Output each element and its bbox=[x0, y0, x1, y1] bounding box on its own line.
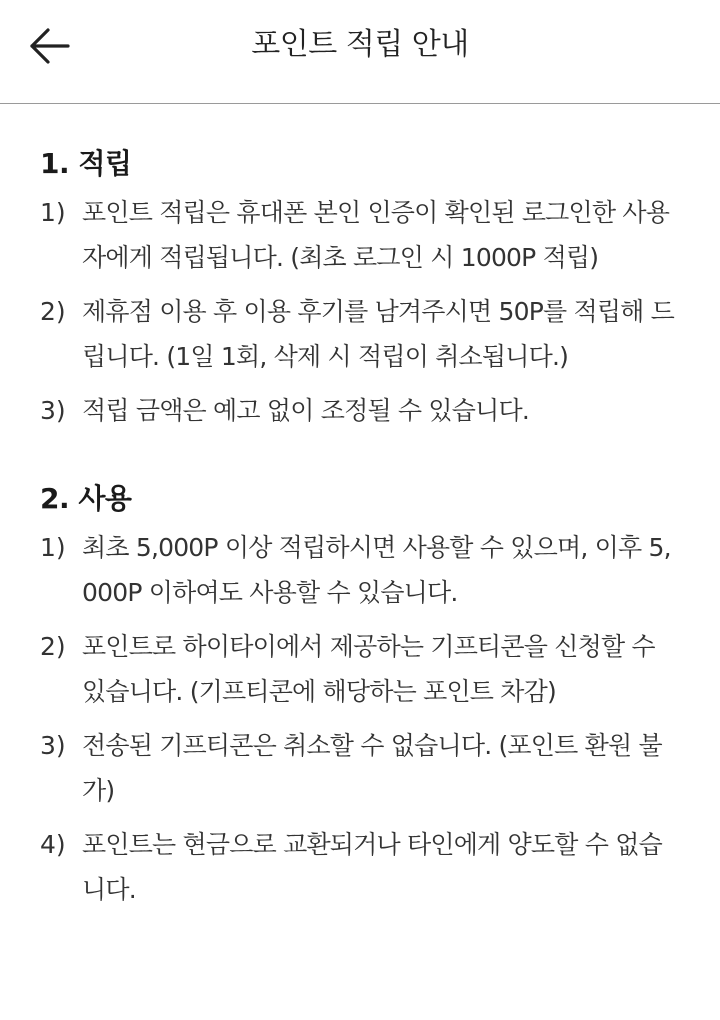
item-number: 1) bbox=[40, 533, 66, 562]
top-app-bar bbox=[0, 0, 720, 104]
item-number: 1) bbox=[40, 198, 66, 227]
item-number: 4) bbox=[40, 830, 66, 859]
list-item bbox=[40, 624, 680, 714]
item-text: 제휴점 이용 후 이용 후기를 남겨주시면 50P를 적립해 드립니다. (1일 1회, 삭제 시 적립이 취소됩니다.) bbox=[82, 297, 675, 371]
list-item bbox=[40, 822, 680, 912]
item-number: 3) bbox=[40, 396, 66, 425]
usage-list bbox=[40, 525, 680, 912]
points-guide-content bbox=[0, 104, 720, 1020]
item-text: 포인트로 하이타이에서 제공하는 기프티콘을 신청할 수 있습니다. (기프티콘에 해당하는 포인트 차감) bbox=[82, 632, 655, 706]
item-number: 3) bbox=[40, 731, 66, 760]
section-title-usage: 2. 사용 bbox=[40, 482, 132, 515]
item-text: 포인트 적립은 휴대폰 본인 인증이 확인된 로그인한 사용자에게 적립됩니다. (최초 로그인 시 1000P 적립) bbox=[82, 198, 670, 272]
item-text: 적립 금액은 예고 없이 조정될 수 있습니다. bbox=[82, 396, 529, 425]
section-earning bbox=[40, 144, 680, 433]
item-number: 2) bbox=[40, 297, 66, 326]
item-text: 전송된 기프티콘은 취소할 수 없습니다. (포인트 환원 불가) bbox=[82, 731, 662, 805]
section-title-earning: 1. 적립 bbox=[40, 147, 132, 180]
list-item bbox=[40, 525, 680, 615]
list-item bbox=[40, 289, 680, 379]
section-usage bbox=[40, 479, 680, 912]
list-item bbox=[40, 723, 680, 813]
item-number: 2) bbox=[40, 632, 66, 661]
list-item bbox=[40, 388, 680, 433]
earning-list bbox=[40, 190, 680, 433]
page-title: 포인트 적립 안내 bbox=[251, 27, 469, 62]
item-text: 최초 5,000P 이상 적립하시면 사용할 수 있으며, 이후 5,000P 이하여도 사용할 수 있습니다. bbox=[82, 533, 671, 607]
list-item bbox=[40, 190, 680, 280]
item-text: 포인트는 현금으로 교환되거나 타인에게 양도할 수 없습니다. bbox=[82, 830, 662, 904]
